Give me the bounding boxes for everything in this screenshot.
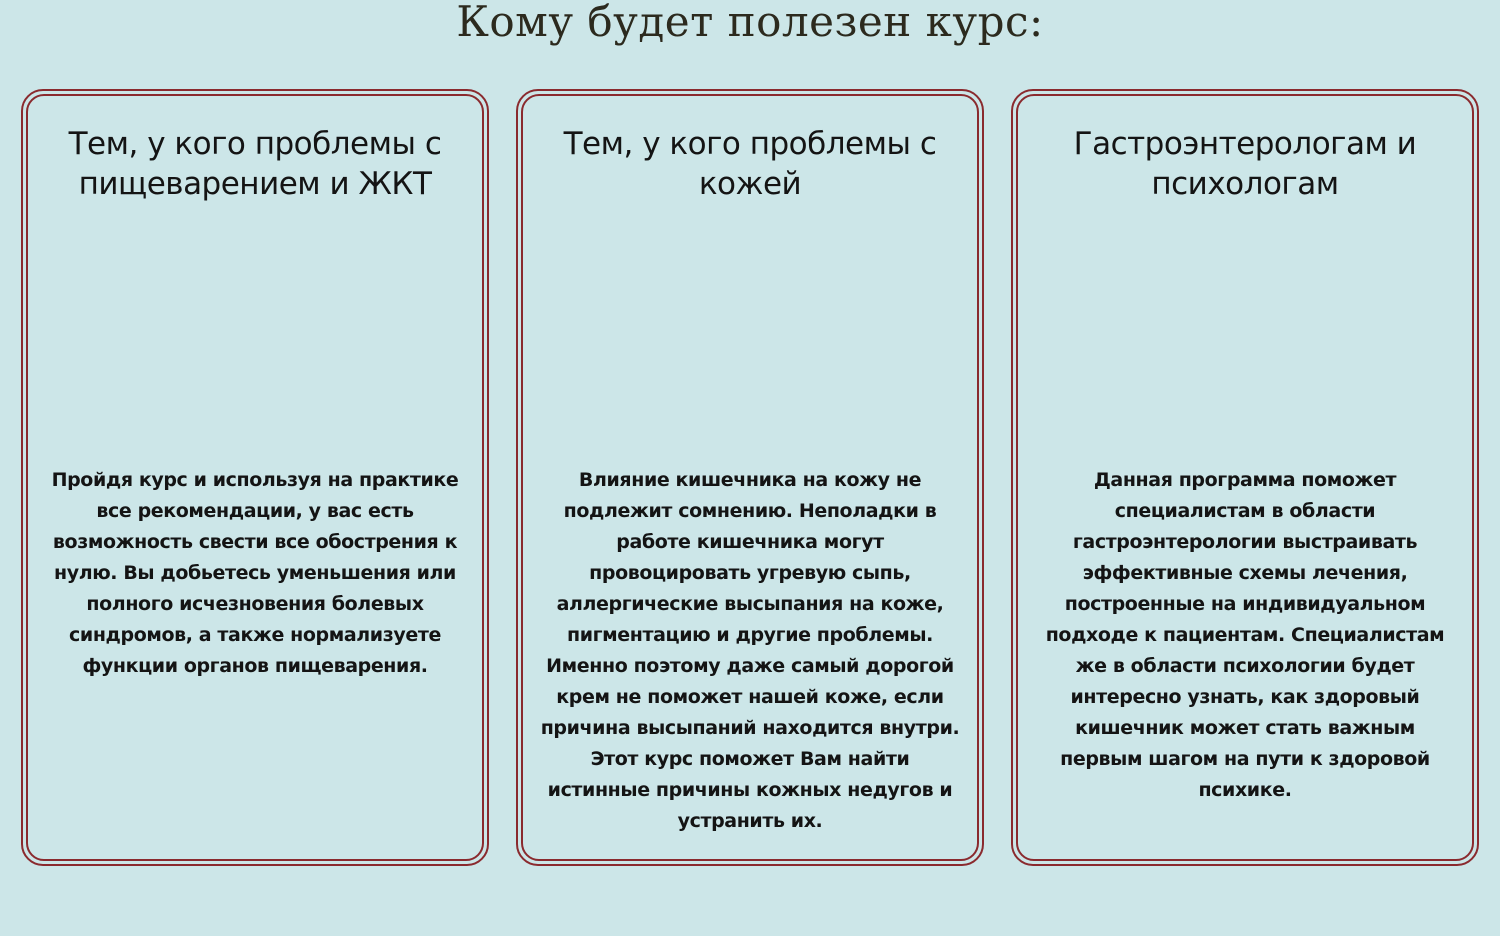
- card-title: Гастроэнтерологам и психологам: [1073, 126, 1417, 202]
- card-description: Влияние кишечника на кожу не подлежит сомнению. Неполадки в работе кишечника могут провоцировать угревую сыпь, аллергические высыпания на коже, пигментацию и другие проблемы. Именно поэтому даже самый дорогой крем не поможет нашей коже, если причина высыпаний находится внутри. Этот курс поможет Вам найти истинные причины кожных недугов и устранить их.: [540, 469, 960, 832]
- audience-card-specialists: [1011, 89, 1479, 866]
- card-inner-frame: [521, 94, 979, 861]
- card-inner-frame: [1016, 94, 1474, 861]
- card-title: Тем, у кого проблемы с кожей: [563, 126, 937, 202]
- audience-card-skin: [516, 89, 984, 866]
- card-description: Пройдя курс и используя на практике все рекомендации, у вас есть возможность свести все обострения к нулю. Вы добьетесь уменьшения или полного исчезновения болевых синдромов, а также нормализуете функции органов пищеварения.: [51, 469, 459, 677]
- card-inner-frame: [26, 94, 484, 861]
- page-title: Кому будет полезен курс:: [456, 0, 1044, 46]
- card-description: Данная программа поможет специалистам в области гастроэнтерологии выстраивать эффективные схемы лечения, построенные на индивидуальном подходе к пациентам. Специалистам же в области психологии будет интересно узнать, как здоровый кишечник может стать важным первым шагом на пути к здоровой психике.: [1045, 469, 1445, 801]
- audience-card-digestion: [21, 89, 489, 866]
- card-title: Тем, у кого проблемы с пищеварением и ЖКТ: [68, 126, 442, 202]
